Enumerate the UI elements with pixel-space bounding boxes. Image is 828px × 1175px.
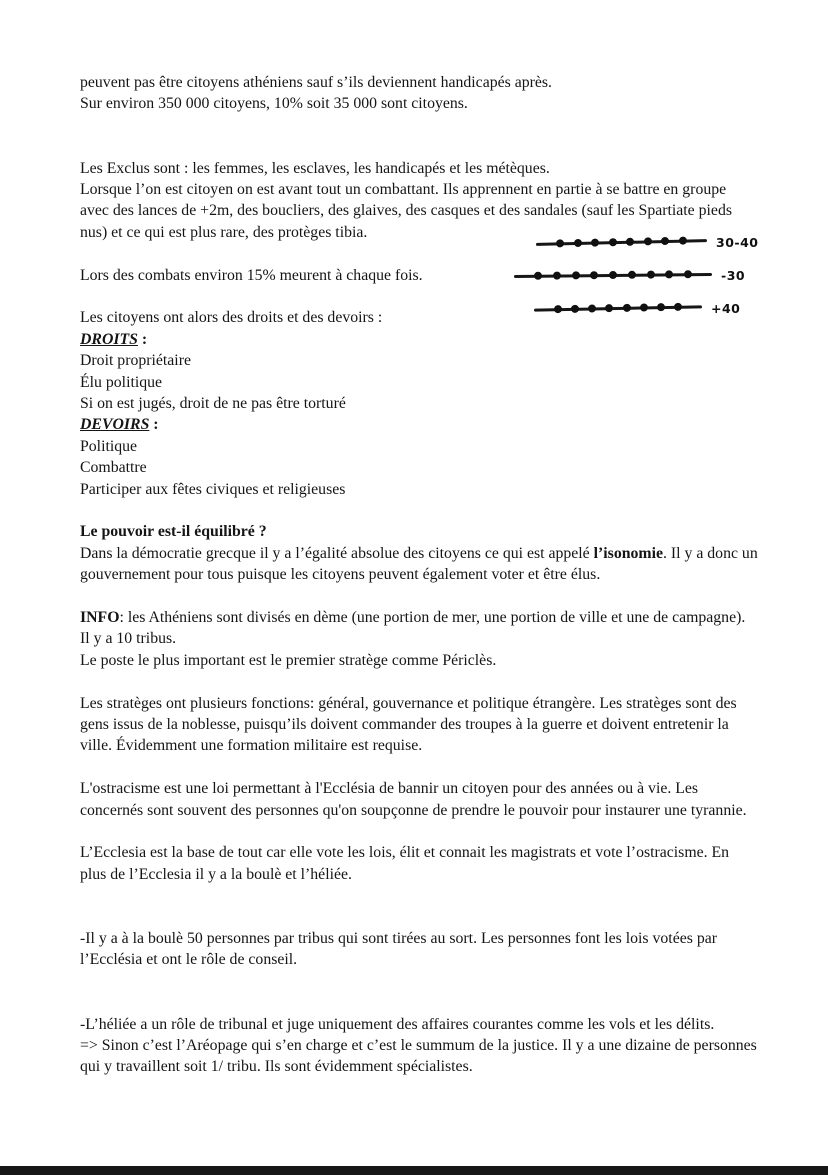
blank-line <box>80 821 758 842</box>
diagram-dot <box>674 303 682 311</box>
devoirs-item: Politique <box>80 437 138 455</box>
paragraph-poste: Le poste le plus important est le premier stratège comme Périclès. <box>80 651 497 669</box>
paragraph-intro-1: peuvent pas être citoyens athéniens sauf s’ils deviennent handicapés après. <box>80 74 552 91</box>
diagram-dot <box>646 271 654 279</box>
devoirs-item: Participer aux fêtes civiques et religieuses <box>80 480 346 498</box>
blank-line <box>80 992 758 1013</box>
diagram-label: 30-40 <box>716 235 759 250</box>
blank-line <box>80 971 758 992</box>
devoirs-heading-colon: : <box>149 416 159 434</box>
diagram-dot <box>571 305 579 313</box>
droits-item: Si on est jugés, droit de ne pas être torturé <box>80 395 346 413</box>
blank-line <box>80 500 758 521</box>
diagram-line <box>536 239 707 246</box>
diagram-dot <box>626 238 634 246</box>
diagram-dot <box>665 270 673 278</box>
diagram-row <box>514 259 770 292</box>
isonomie-text-before: Dans la démocratie grecque il y a l’égalité absolue des citoyens ce qui est appelé <box>80 544 594 562</box>
isonomie-text-after: . Il y a donc un gouvernement pour tous puisque les citoyens peuvent également voter et être élus. <box>80 544 758 584</box>
diagram-row <box>514 226 770 259</box>
devoirs-heading: DEVOIRS <box>80 416 150 434</box>
diagram-dot <box>679 237 687 245</box>
paragraph-ecclesia: L’Ecclesia est la base de tout car elle vote les lois, élit et connait les magistrats et vote l’ostracisme. En plus de l’Ecclesia il y a la boulè et l’héliée. <box>80 844 730 883</box>
diagram-row <box>514 292 770 325</box>
diagram-dot <box>644 237 652 245</box>
paragraph-combattant: Lorsque l’on est citoyen on est avant tout un combattant. Ils apprennent en partie à se battre en groupe avec des lances de +2m, des boucliers, des glaives, des casques et des sandales (sauf les Spartiate pieds nus) et ce qui est plus rare, des protèges tibia. <box>80 181 732 241</box>
diagram-dot <box>588 304 596 312</box>
diagram-dot <box>609 238 617 246</box>
info-label: INFO <box>80 609 120 627</box>
paragraph-intro-2: Sur environ 350 000 citoyens, 10% soit 35 000 sont citoyens. <box>80 95 468 113</box>
diagram-dot <box>609 271 617 279</box>
paragraph-isonomie <box>80 543 758 586</box>
diagram-label: -30 <box>721 268 746 283</box>
blank-line <box>80 586 758 607</box>
diagram-line <box>514 273 712 278</box>
document-body <box>80 72 758 1078</box>
blank-line <box>80 885 758 906</box>
paragraph-exclus: Les Exclus sont : les femmes, les esclaves, les handicapés et les métèques. <box>80 159 550 177</box>
paragraph-heliee: -L’héliée a un rôle de tribunal et juge uniquement des affaires courantes comme les vols et les délits. <box>80 1015 715 1033</box>
diagram-dot <box>556 239 564 247</box>
paragraph-droits-devoirs-intro: Les citoyens ont alors des droits et des devoirs : <box>80 309 383 327</box>
casualty-diagram <box>514 226 770 325</box>
diagram-dot <box>640 303 648 311</box>
diagram-dot <box>573 239 581 247</box>
diagram-dot <box>590 271 598 279</box>
diagram-dot <box>684 270 692 278</box>
diagram-line <box>534 305 702 311</box>
diagram-dot <box>553 272 561 280</box>
droits-heading-line <box>80 329 758 350</box>
diagram-dot <box>554 305 562 313</box>
diagram-dot <box>605 304 613 312</box>
paragraph-strateges: Les stratèges ont plusieurs fonctions: général, gouvernance et politique étrangère. Les stratèges sont des gens issus de la noblesse, puisqu’ils doivent commander des troupes à la guerre et doivent entretenir la ville. Évidemment une formation militaire est requise. <box>80 694 737 755</box>
devoirs-heading-line <box>80 414 758 435</box>
paragraph-info <box>80 607 758 650</box>
diagram-dot <box>571 271 579 279</box>
diagram-dot <box>591 239 599 247</box>
diagram-dot <box>661 237 669 245</box>
diagram-label: +40 <box>711 301 741 316</box>
paragraph-combats: Lors des combats environ 15% meurent à chaque fois. <box>80 266 423 284</box>
diagram-dot <box>534 272 542 280</box>
paragraph-areopage: => Sinon c’est l’Aréopage qui s’en charge et c’est le summum de la justice. Il y a une dizaine de personnes qui y travaillent soit 1/ tribu. Ils sont évidemment spécialistes. <box>80 1037 757 1076</box>
blank-line <box>80 115 758 136</box>
blank-line <box>80 757 758 778</box>
blank-line <box>80 907 758 928</box>
bottom-edge-bar <box>0 1166 828 1175</box>
droits-heading-colon: : <box>137 330 148 348</box>
paragraph-ostracisme: L'ostracisme est une loi permettant à l'Ecclésia de bannir un citoyen pour des années ou à vie. Les concernés sont souvent des personnes qu'on soupçonne de prendre le pouvoir pour instaurer une tyrannie. <box>80 780 747 819</box>
droits-item: Droit propriétaire <box>80 352 191 370</box>
blank-line <box>80 136 758 157</box>
diagram-dot <box>628 271 636 279</box>
pouvoir-heading: Le pouvoir est-il équilibré ? <box>80 523 267 541</box>
info-text: : les Athéniens sont divisés en dème (une portion de mer, une portion de ville et une de campagne). Il y a 10 tribus. <box>80 609 746 648</box>
droits-heading: DROITS <box>80 330 138 348</box>
blank-line <box>80 671 758 692</box>
devoirs-item: Combattre <box>80 459 147 477</box>
droits-item: Élu politique <box>80 373 163 391</box>
paragraph-boule: -Il y a à la boulè 50 personnes par tribus qui sont tirées au sort. Les personnes font les lois votées par l’Ecclésia et ont le rôle de conseil. <box>80 930 717 969</box>
diagram-dot <box>622 304 630 312</box>
diagram-dot <box>657 303 665 311</box>
isonomie-bold-term: l’isonomie <box>593 544 663 562</box>
